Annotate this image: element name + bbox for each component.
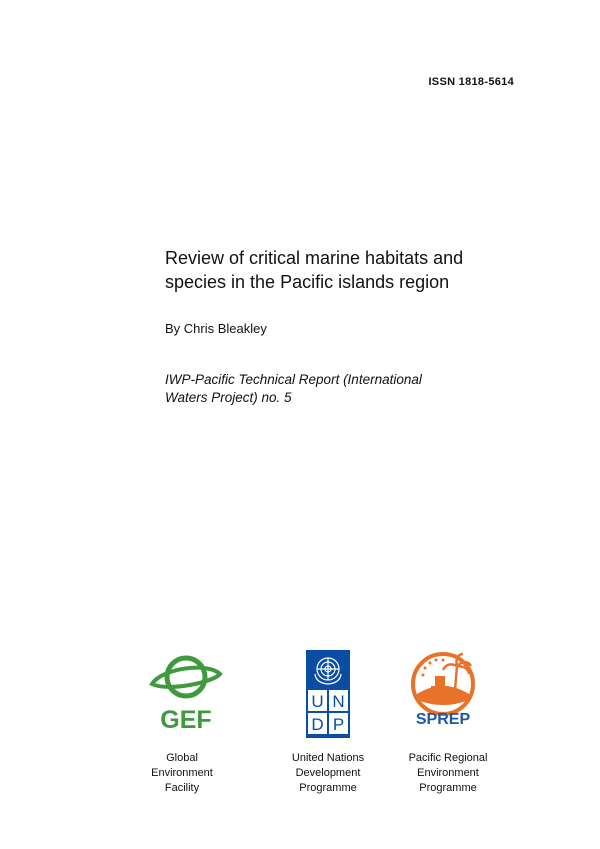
undp-caption-line: United Nations xyxy=(291,752,365,764)
undp-caption xyxy=(273,751,383,796)
undp-letter-d: D xyxy=(311,715,324,734)
sprep-caption-line: Pacific Regional xyxy=(408,752,488,764)
report-line-1: IWP-Pacific Technical Report (International xyxy=(165,372,422,387)
author-line: By Chris Bleakley xyxy=(165,321,267,336)
gef-logo xyxy=(148,650,224,734)
gef-caption-line: Environment xyxy=(151,767,213,779)
gef-caption-line: Global xyxy=(166,752,198,764)
gef-caption-line: Facility xyxy=(164,782,200,794)
sprep-logo-text: SPREP xyxy=(415,711,471,728)
gef-logo-text: GEF xyxy=(160,706,212,734)
undp-logo xyxy=(306,650,350,738)
sprep-caption-line: Environment xyxy=(417,767,479,779)
report-series xyxy=(165,371,505,407)
gef-caption xyxy=(127,751,237,796)
report-title xyxy=(165,246,505,294)
title-line-1: Review of critical marine habitats and xyxy=(165,248,464,268)
undp-letter-p: P xyxy=(332,715,345,734)
sprep-caption xyxy=(393,751,503,796)
issn-number: ISSN 1818-5614 xyxy=(428,76,514,88)
undp-letter-n: N xyxy=(332,692,345,711)
undp-caption-line: Development xyxy=(295,767,361,779)
sprep-logo xyxy=(403,648,487,734)
undp-caption-line: Programme xyxy=(299,782,357,794)
sprep-caption-line: Programme xyxy=(419,782,477,794)
undp-letter-u: U xyxy=(311,692,324,711)
title-line-2: species in the Pacific islands region xyxy=(165,272,450,292)
report-line-2: Waters Project) no. 5 xyxy=(165,390,292,405)
